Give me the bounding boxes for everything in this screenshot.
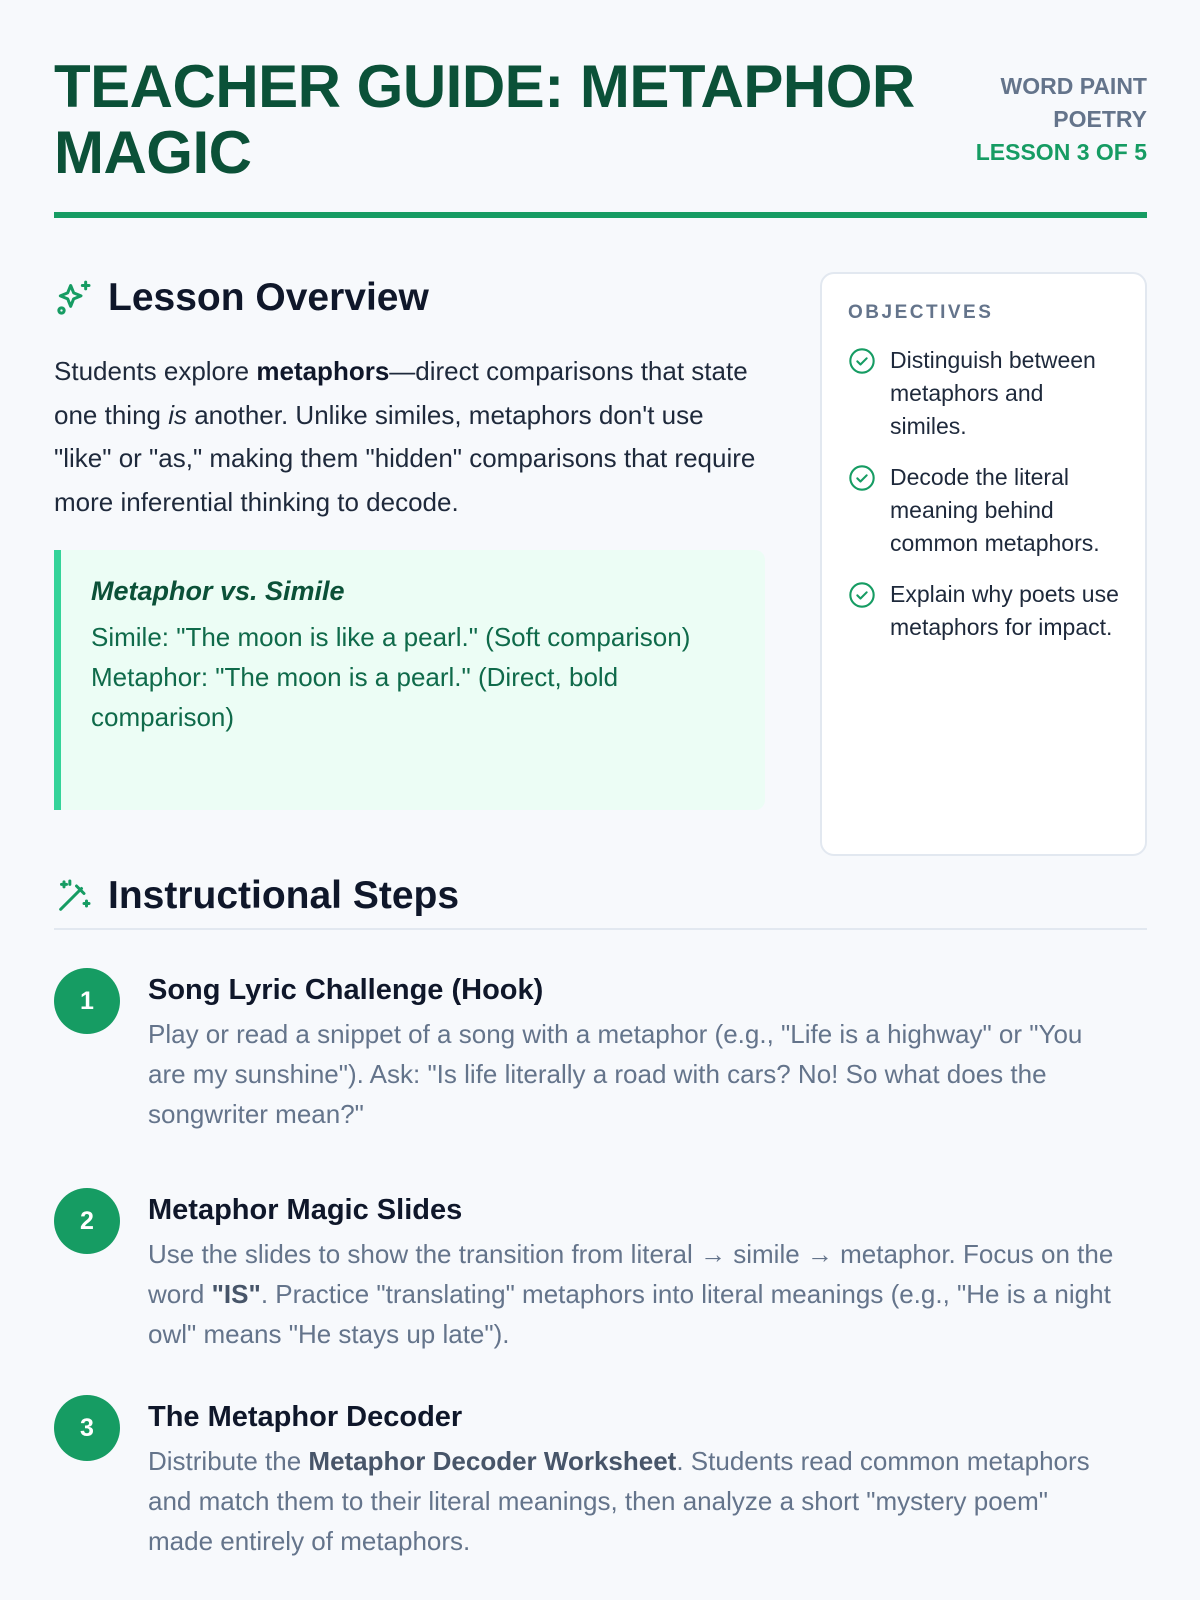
step-title: Song Lyric Challenge (Hook) [148, 974, 544, 1006]
sparkles-icon [54, 278, 94, 318]
lesson-meta [976, 54, 1147, 169]
overview-bold-term: metaphors [256, 356, 390, 386]
check-circle-icon [848, 347, 876, 375]
magic-wand-icon [54, 876, 94, 916]
overview-text-part: —direct comparisons that state one thing [54, 356, 748, 430]
teacher-guide-page [54, 54, 1147, 1561]
step-desc-part: . Students read common metaphors and match them to their literal meanings, then analyze a short "mystery poem" made entirely of metaphors. [148, 1446, 1090, 1556]
step-body [148, 1188, 1118, 1395]
objectives-card [820, 272, 1147, 856]
objective-item [848, 578, 1119, 644]
step-item [54, 1395, 1147, 1561]
steps-title: Instructional Steps [108, 874, 460, 917]
step-title: Metaphor Magic Slides [148, 1194, 463, 1226]
step-body [148, 1395, 1118, 1561]
page-title: TEACHER GUIDE: METAPHOR MAGIC [54, 53, 915, 186]
overview-section [54, 218, 1147, 878]
lesson-number: LESSON 3 OF 5 [975, 139, 1147, 165]
step-desc-part: . Practice "translating" metaphors into literal meanings (e.g., "He is a night owl" means "He stays up late"). [148, 1279, 1111, 1349]
callout-simile-line: Simile: "The moon is like a pearl." (Soft comparison) [91, 622, 691, 652]
step-number-badge: 3 [54, 1395, 120, 1461]
steps-section [54, 874, 1147, 1561]
step-item [54, 968, 1147, 1188]
overview-heading [54, 272, 765, 324]
course-name: WORD PAINT POETRY [1000, 73, 1147, 132]
callout-metaphor-line: Metaphor: "The moon is a pearl." (Direct, bold comparison) [91, 662, 619, 732]
step-title: The Metaphor Decoder [148, 1401, 463, 1433]
step-body [148, 968, 1118, 1188]
step-desc-bold: Metaphor Decoder Worksheet [308, 1446, 677, 1476]
objective-text: Distinguish between metaphors and similes. [890, 347, 1096, 439]
steps-heading [54, 874, 1147, 930]
step-item [54, 1188, 1147, 1395]
step-description: Play or read a snippet of a song with a metaphor (e.g., "Life is a highway" or "You are my sunshine"). Ask: "Is life literally a road with cars? No! So what does the songwriter mean?" [148, 1019, 1083, 1129]
objective-text: Decode the literal meaning behind common metaphors. [890, 464, 1100, 556]
guide-header [54, 54, 1147, 218]
overview-italic-term: is [168, 399, 187, 430]
step-desc-part: Distribute the [148, 1446, 309, 1476]
check-circle-icon [848, 581, 876, 609]
callout-title: Metaphor vs. Simile [91, 576, 345, 606]
objectives-label: OBJECTIVES [848, 302, 994, 323]
objective-item [848, 344, 1119, 443]
objective-text: Explain why poets use metaphors for impact. [890, 581, 1119, 640]
step-description [148, 1441, 1118, 1561]
step-desc-part: Use the slides to show the transition from literal → simile → metaphor. Focus on the word [148, 1239, 1114, 1309]
objective-item [848, 461, 1119, 560]
overview-title: Lesson Overview [108, 276, 429, 319]
overview-text [54, 350, 765, 524]
step-number-badge: 1 [54, 968, 120, 1034]
comparison-callout [54, 550, 765, 810]
steps-list [54, 968, 1147, 1561]
check-circle-icon [848, 464, 876, 492]
overview-text-part: Students explore [54, 356, 257, 386]
step-description [148, 1234, 1118, 1354]
step-desc-bold: "IS" [211, 1279, 261, 1309]
overview-content [54, 272, 765, 810]
step-number-badge: 2 [54, 1188, 120, 1254]
overview-text-part: another. Unlike similes, metaphors don't use "like" or "as," making them "hidden" comparisons that require more inferential thinking to decode. [54, 399, 756, 517]
